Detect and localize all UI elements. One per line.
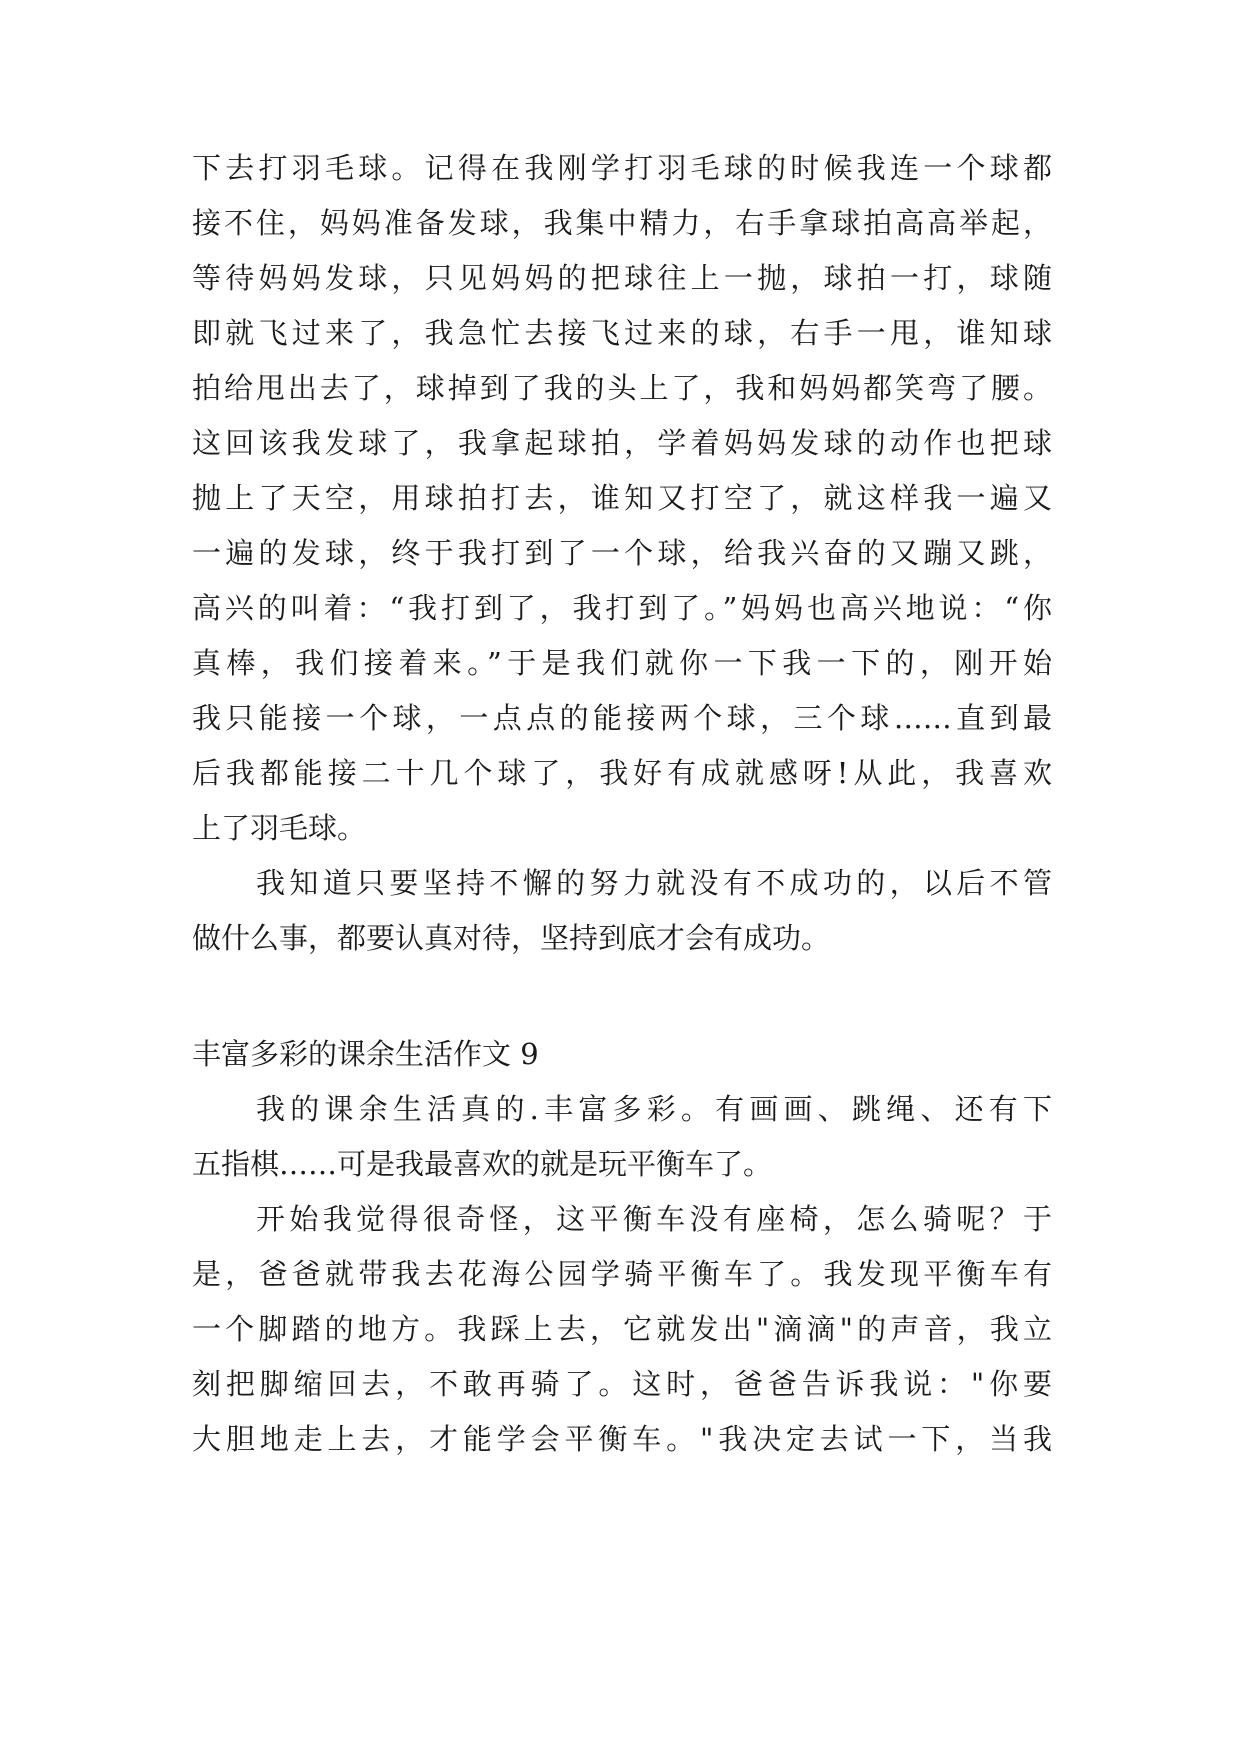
text-line: 大胆地走上去，才能学会平衡车。"我决定去试一下，当我 <box>192 1422 1052 1456</box>
essay-title: 丰富多彩的课余生活作文 9 <box>192 1037 539 1071</box>
text-line: 下去打羽毛球。记得在我刚学打羽毛球的时候我连一个球都 <box>192 151 1052 185</box>
text-line: 高兴的叫着：“我打到了，我打到了。”妈妈也高兴地说：“你 <box>192 591 1052 625</box>
text-line: 五指棋……可是我最喜欢的就是玩平衡车了。 <box>192 1147 773 1181</box>
text-line: 即就飞过来了，我急忙去接飞过来的球，右手一甩，谁知球 <box>192 316 1052 350</box>
text-line: 上了羽毛球。 <box>192 811 367 845</box>
text-line: 刻把脚缩回去，不敢再骑了。这时，爸爸告诉我说："你要 <box>192 1367 1052 1401</box>
text-line: 我的课余生活真的.丰富多彩。有画画、跳绳、还有下 <box>256 1092 1052 1126</box>
text-line: 真棒，我们接着来。”于是我们就你一下我一下的，刚开始 <box>192 646 1052 680</box>
text-line: 拍给甩出去了，球掉到了我的头上了，我和妈妈都笑弯了腰。 <box>192 371 1052 405</box>
text-line: 后我都能接二十几个球了，我好有成就感呀!从此，我喜欢 <box>192 756 1052 790</box>
text-line: 做什么事，都要认真对待，坚持到底才会有成功。 <box>192 921 831 955</box>
text-line: 接不住，妈妈准备发球，我集中精力，右手拿球拍高高举起， <box>192 206 1052 240</box>
text-line: 等待妈妈发球，只见妈妈的把球往上一抛，球拍一打，球随 <box>192 261 1052 295</box>
text-line: 这回该我发球了，我拿起球拍，学着妈妈发球的动作也把球 <box>192 426 1052 460</box>
text-line: 开始我觉得很奇怪，这平衡车没有座椅，怎么骑呢？于 <box>256 1202 1052 1236</box>
text-line: 我只能接一个球，一点点的能接两个球，三个球……直到最 <box>192 701 1052 735</box>
text-line: 抛上了天空，用球拍打去，谁知又打空了，就这样我一遍又 <box>192 481 1052 515</box>
text-line: 一遍的发球，终于我打到了一个球，给我兴奋的又蹦又跳， <box>192 536 1052 570</box>
text-line: 是，爸爸就带我去花海公园学骑平衡车了。我发现平衡车有 <box>192 1257 1052 1291</box>
text-line: 我知道只要坚持不懈的努力就没有不成功的，以后不管 <box>256 866 1052 900</box>
text-line: 一个脚踏的地方。我踩上去，它就发出"滴滴"的声音，我立 <box>192 1312 1052 1346</box>
